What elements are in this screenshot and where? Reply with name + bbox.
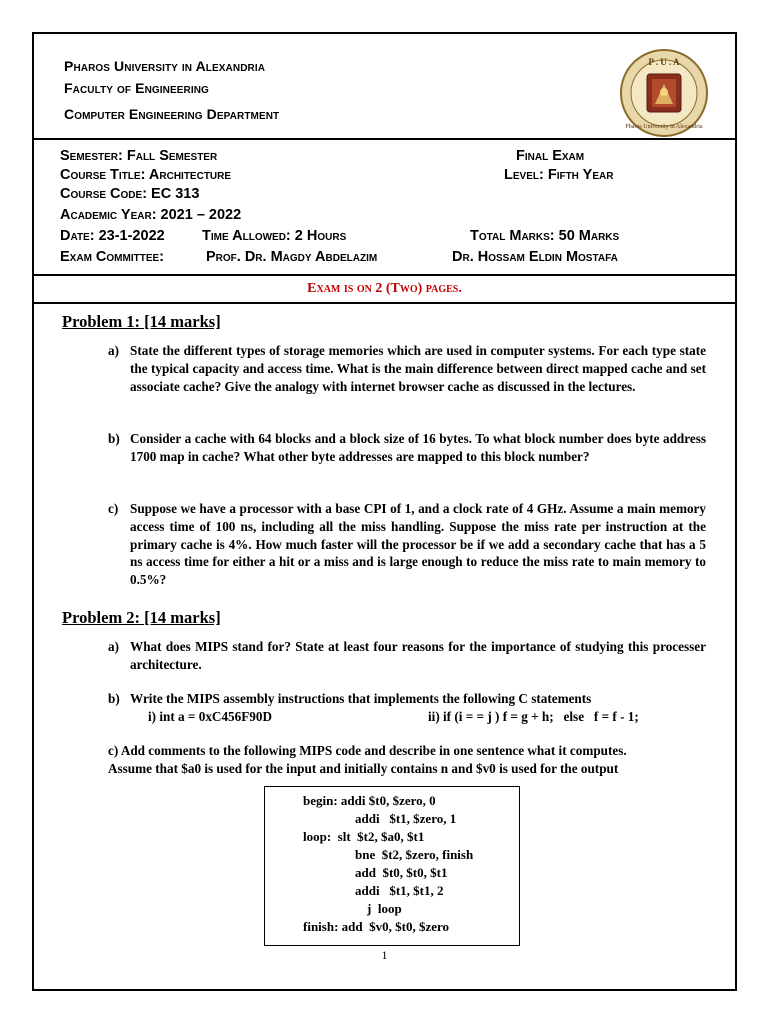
code-line: add $t0, $t0, $t1 bbox=[355, 865, 448, 880]
problem-2a bbox=[108, 638, 706, 674]
exam-info-block bbox=[34, 140, 735, 276]
total-marks: Total Marks: 50 Marks bbox=[470, 228, 620, 244]
course-title: Course Title: Architecture bbox=[60, 167, 232, 183]
problem-1b-label: b) bbox=[108, 431, 120, 446]
problem-1b-text: Consider a cache with 64 blocks and a block size of 16 bytes. To what block number does byte address 1700 map in cache? What other byte addresses are mapped to this block number? bbox=[130, 431, 706, 464]
code-line: addi $t1, $t1, 2 bbox=[355, 883, 444, 898]
page-count-notice: Exam is on 2 (Two) pages. bbox=[34, 276, 735, 304]
course-code: Course Code: EC 313 bbox=[60, 186, 200, 202]
problem-1c bbox=[108, 500, 706, 589]
semester: Semester: Fall Semester bbox=[60, 148, 218, 164]
problem-2-title: Problem 2: [14 marks] bbox=[62, 608, 221, 627]
examiner-1: Prof. Dr. Magdy Abdelazim bbox=[206, 249, 378, 265]
university-logo-icon bbox=[619, 48, 709, 138]
code-line: addi $t1, $zero, 1 bbox=[355, 811, 457, 826]
exam-date: Date: 23-1-2022 bbox=[60, 228, 165, 244]
problem-1a bbox=[108, 342, 706, 395]
department-name: Computer Engineering Department bbox=[64, 106, 280, 122]
problem-1b bbox=[108, 430, 706, 466]
examiner-2: Dr. Hossam Eldin Mostafa bbox=[452, 249, 618, 265]
problem-2b-label: b) bbox=[108, 691, 120, 706]
mips-code-box bbox=[264, 786, 520, 946]
code-line: begin: addi $t0, $zero, 0 bbox=[303, 793, 436, 808]
problem-2b-text: Write the MIPS assembly instructions that implements the following C statements bbox=[130, 691, 592, 706]
academic-year: Academic Year: 2021 – 2022 bbox=[60, 207, 242, 223]
problem-2c-line-2: Assume that $a0 is used for the input and initially contains n and $v0 is used for the output bbox=[108, 760, 619, 776]
problem-2b-part-i: i) int a = 0xC456F90D bbox=[148, 709, 272, 724]
logo-caption: Pharos University in Alexandria bbox=[625, 124, 703, 130]
problem-2c-line-1: c) Add comments to the following MIPS code and describe in one sentence what it computes. bbox=[108, 743, 627, 758]
problem-2a-text: What does MIPS stand for? State at least four reasons for the importance of studying this processer architecture. bbox=[130, 639, 706, 672]
time-allowed: Time Allowed: 2 Hours bbox=[202, 228, 347, 244]
problem-2b-part-ii: ii) if (i = = j ) f = g + h; else f = f - 1; bbox=[428, 709, 639, 724]
faculty-name: Faculty of Engineering bbox=[64, 80, 209, 96]
problem-1c-text: Suppose we have a processor with a base CPI of 1, and a clock rate of 4 GHz. Assume a main memory access time of 100 ns, including all the miss handling. Suppose the miss rate per instruction at the primary cache is 4%. How much faster will the processor be if we add a secondary cache that has a 5 ns access time for either a hit or a miss and is large enough to reduce the miss rate to main memory to 0.5%? bbox=[130, 501, 706, 588]
problem-1c-label: c) bbox=[108, 501, 119, 516]
university-name: Pharos University in Alexandria bbox=[64, 58, 266, 74]
committee-label: Exam Committee: bbox=[60, 249, 164, 265]
problem-1a-label: a) bbox=[108, 343, 119, 358]
level: Level: Fifth Year bbox=[504, 167, 614, 183]
problem-2b bbox=[108, 690, 706, 724]
exam-page-frame bbox=[32, 32, 737, 991]
problem-1a-text: State the different types of storage memories which are used in computer systems. For each type state the typical capacity and access time. What is the main difference between direct mapped cache and set associate cache? Give the analogy with internet browser cache as discussed in the lectures. bbox=[130, 343, 706, 394]
code-line: finish: add $v0, $t0, $zero bbox=[303, 919, 450, 934]
problem-1-title: Problem 1: [14 marks] bbox=[62, 312, 221, 331]
problem-2c bbox=[108, 742, 728, 778]
code-line: bne $t2, $zero, finish bbox=[355, 847, 474, 862]
logo-letters: P . U . A bbox=[648, 57, 680, 67]
university-header bbox=[34, 34, 735, 140]
page-number: 1 bbox=[381, 948, 388, 962]
code-line: j loop bbox=[367, 901, 402, 916]
code-line: loop: slt $t2, $a0, $t1 bbox=[303, 829, 425, 844]
exam-type: Final Exam bbox=[516, 148, 585, 164]
problem-2a-label: a) bbox=[108, 639, 119, 654]
